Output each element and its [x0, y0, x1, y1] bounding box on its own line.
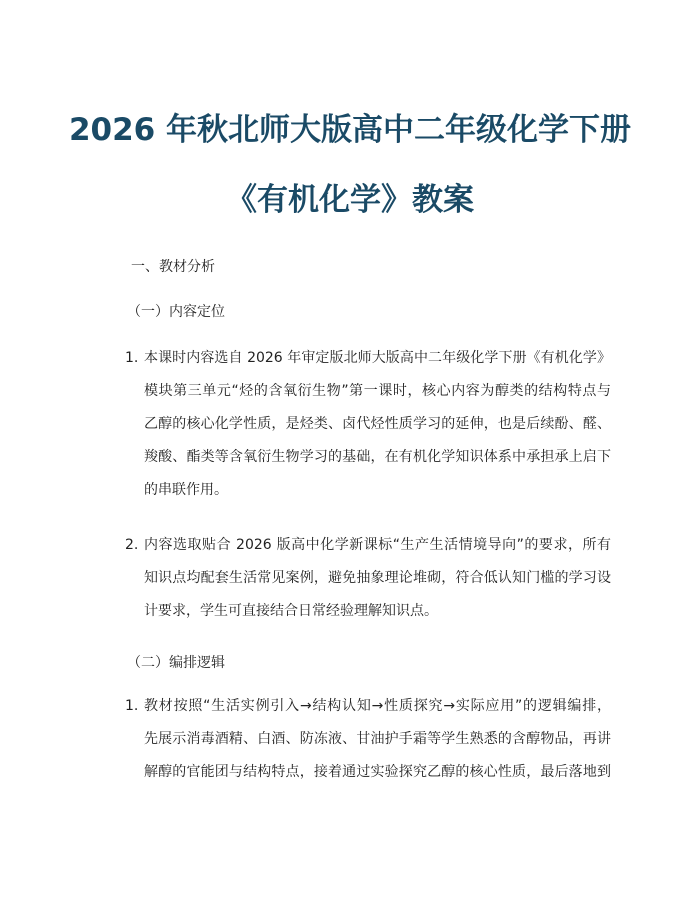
- list-item-text: [144, 529, 611, 628]
- text-line: 的串联作用。: [144, 482, 228, 498]
- text-line: 羧酸、酯类等含氧衍生物学习的基础，在有机化学知识体系中承担承上启下: [144, 449, 611, 465]
- text-line: 解醇的官能团与结构特点，接着通过实验探究乙醇的核心性质，最后落地到: [144, 764, 611, 780]
- list-item-text: [144, 342, 611, 507]
- list-item-number: 2.: [125, 537, 139, 553]
- section-heading-textbook-analysis: 一、教材分析: [131, 259, 215, 275]
- document-title-line-2: 《有机化学》教案: [226, 182, 474, 218]
- list-item: [125, 690, 611, 789]
- list-item-number: 1.: [125, 698, 139, 714]
- text-line: 计要求，学生可直接结合日常经验理解知识点。: [144, 603, 438, 619]
- text-line: 模块第三单元“烃的含氧衍生物”第一课时，核心内容为醇类的结构特点与: [144, 383, 611, 399]
- list-item-text: [144, 690, 611, 789]
- text-line: 教材按照“生活实例引入→结构认知→性质探究→实际应用”的逻辑编排，: [144, 698, 611, 714]
- list-item-number: 1.: [125, 350, 139, 366]
- document-title-line-1: 2026 年秋北师大版高中二年级化学下册: [68, 112, 632, 148]
- text-line: 本课时内容选自 2026 年审定版北师大版高中二年级化学下册《有机化学》: [144, 350, 611, 366]
- list-item: [125, 529, 611, 628]
- text-line: 乙醇的核心化学性质，是烃类、卤代烃性质学习的延伸，也是后续酚、醛、: [144, 416, 611, 432]
- subsection-heading-content-positioning: （一）内容定位: [127, 304, 225, 320]
- text-line: 内容选取贴合 2026 版高中化学新课标“生产生活情境导向”的要求，所有: [144, 537, 611, 553]
- list-item: [125, 342, 611, 507]
- text-line: 先展示消毒酒精、白酒、防冻液、甘油护手霜等学生熟悉的含醇物品，再讲: [144, 731, 611, 747]
- text-line: 知识点均配套生活常见案例，避免抽象理论堆砌，符合低认知门槛的学习设: [144, 570, 611, 586]
- subsection-heading-layout-logic: （二）编排逻辑: [127, 655, 225, 671]
